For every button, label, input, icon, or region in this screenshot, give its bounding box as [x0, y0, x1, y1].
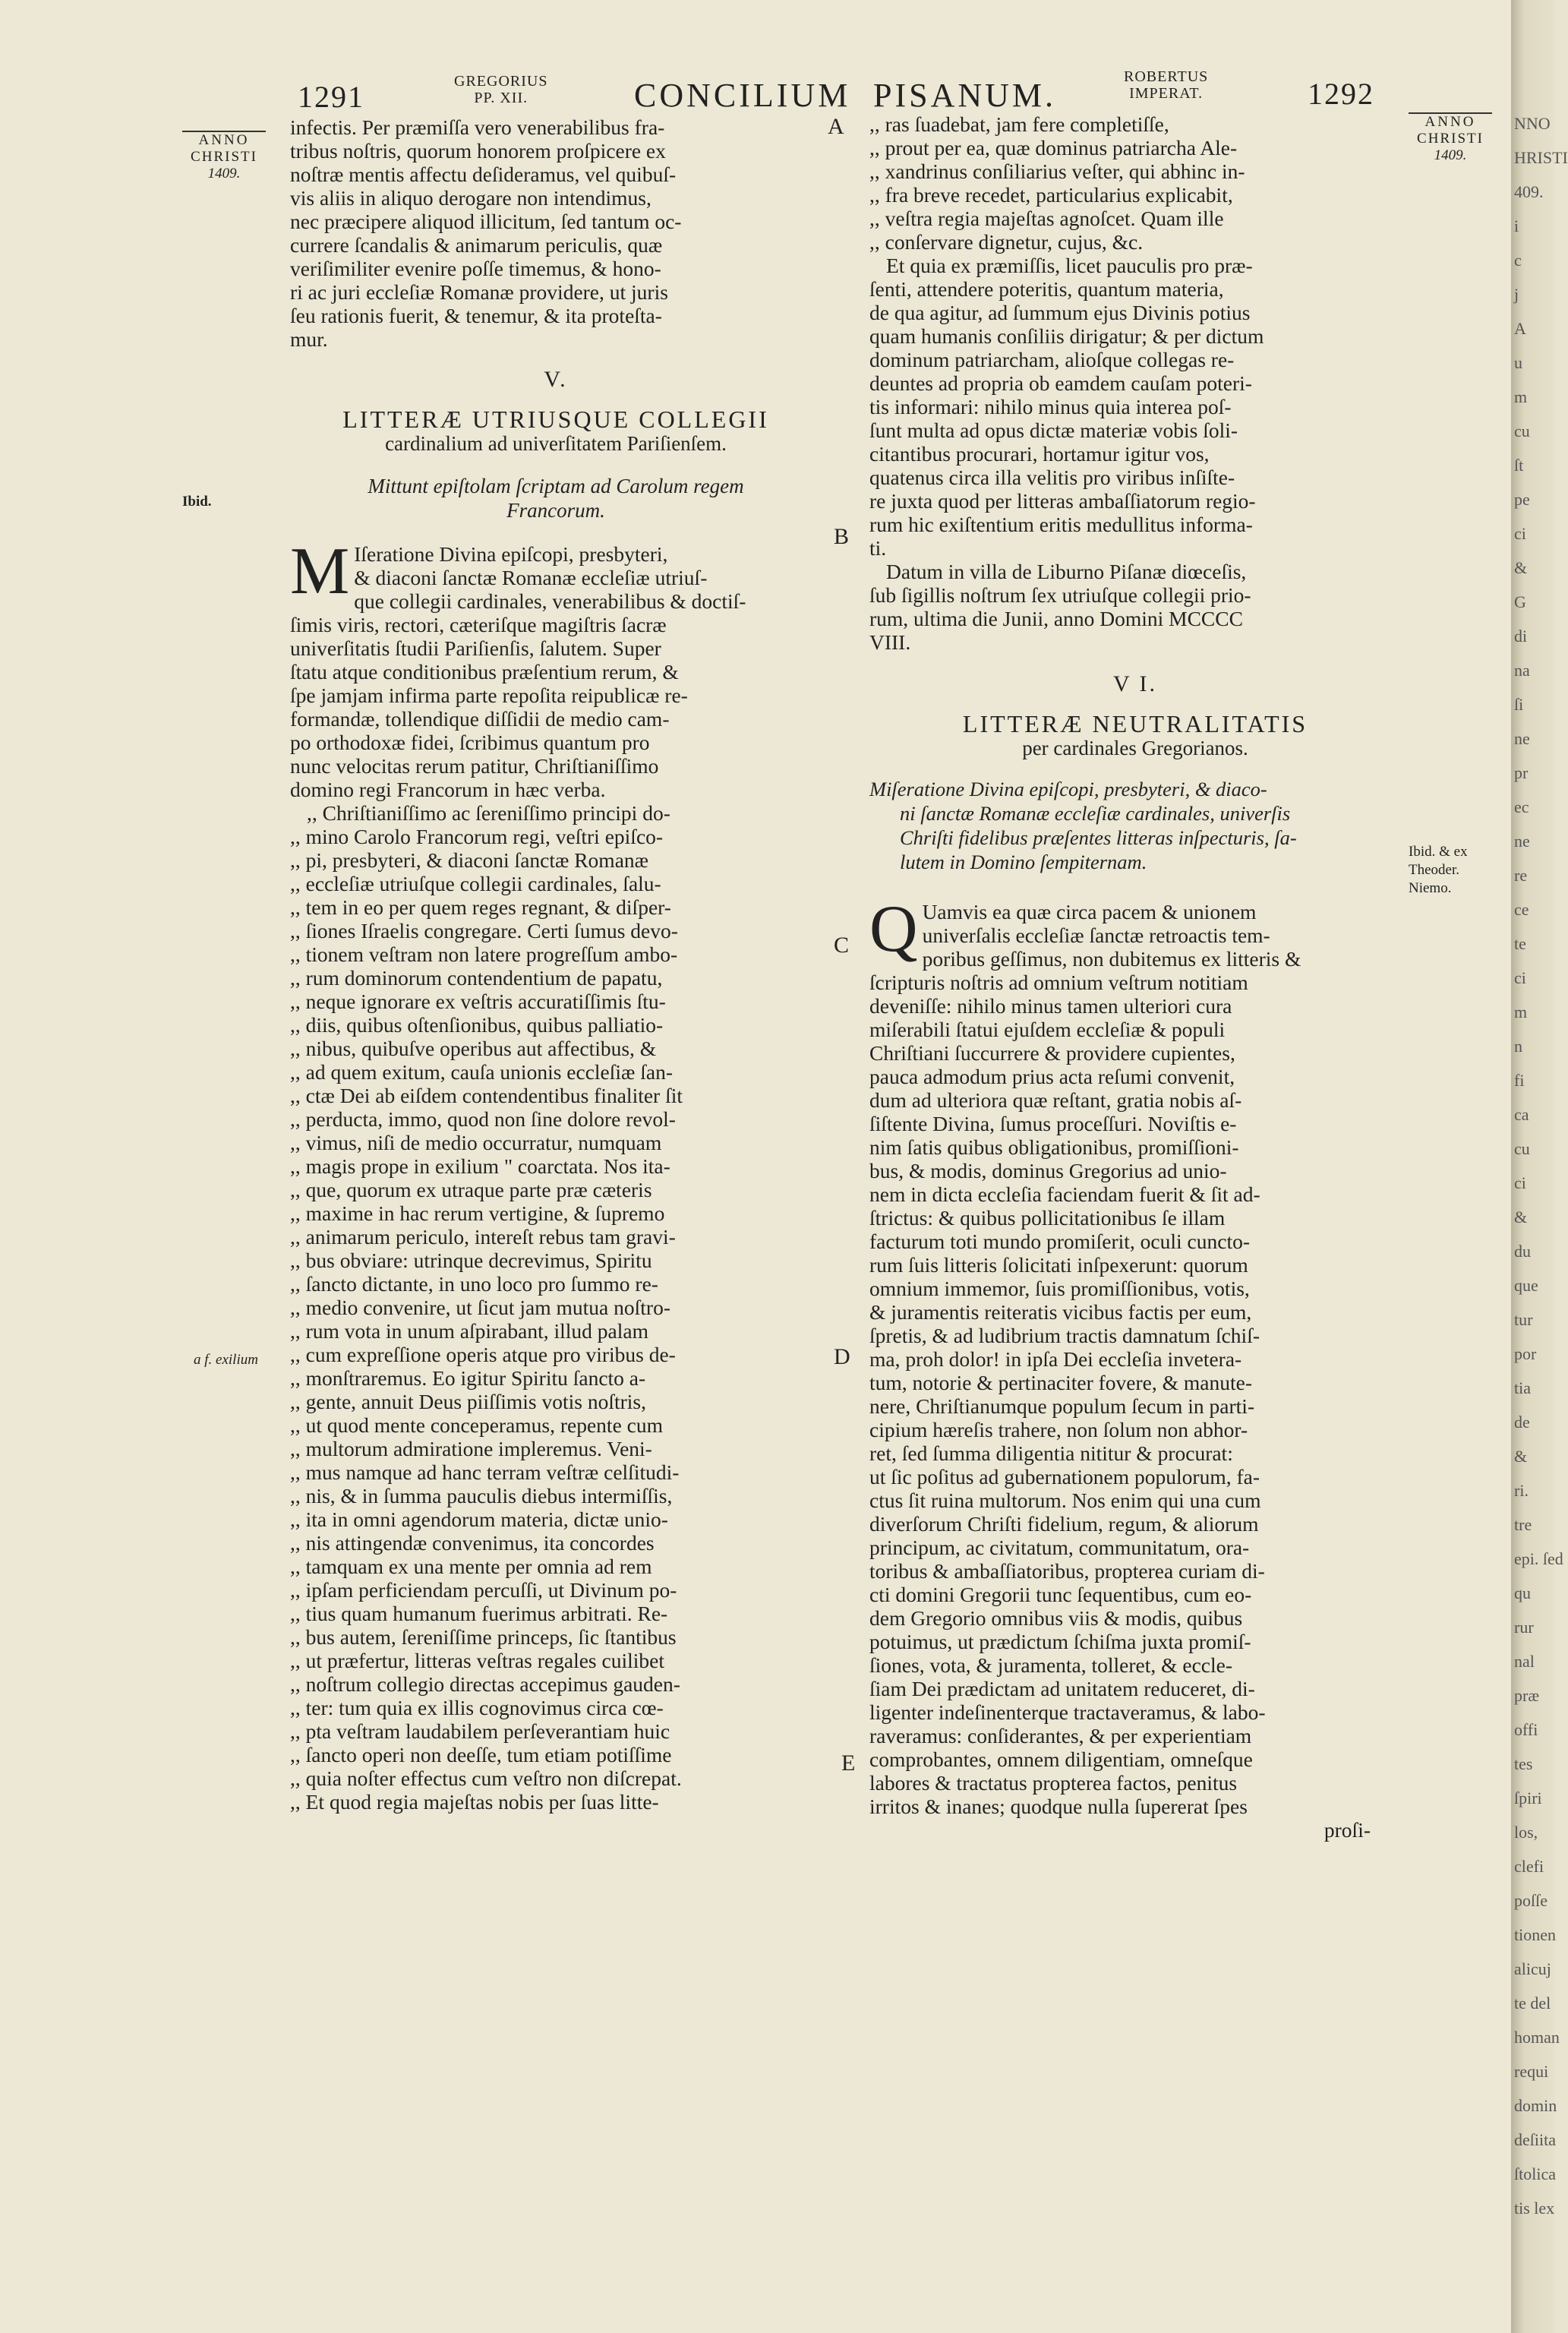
text-line: ,, mus namque ad hanc terram veſtræ celſitudi- [290, 1460, 680, 1484]
next-page-fragment: ne [1514, 832, 1530, 851]
text-line: irritos & inanes; quodque nulla ſupererat ſpes [869, 1795, 1248, 1818]
section-number-vi: V I. [1112, 671, 1158, 696]
ibid-right-line-1: Ibid. & ex [1409, 844, 1468, 860]
year-label: 1409. [207, 166, 241, 182]
text-line: Uamvis ea quæ circa pacem & unionem [922, 900, 1257, 923]
text-line: VIII. [869, 630, 911, 654]
next-page-fragment: & [1514, 1447, 1528, 1466]
summary-line: Francorum. [506, 499, 605, 522]
left-running-head [454, 73, 547, 106]
next-page-fragment: pr [1514, 763, 1529, 782]
christi-label: CHRISTI [191, 149, 257, 165]
text-line: ſpe jamjam infirma parte repoſita reipublicæ re- [290, 683, 688, 707]
text-line: formandæ, tollendique diſſidii de medio cam- [290, 707, 670, 731]
next-page-fragment: domin [1514, 2096, 1557, 2115]
text-line: domino regi Francorum in hæc verba. [290, 778, 606, 801]
next-page-fragment: cu [1514, 421, 1530, 440]
right-page-number: 1292 [1308, 77, 1374, 111]
text-line: comprobantes, omnem diligentiam, omneſque [869, 1747, 1253, 1771]
next-page-fragment: clefi [1514, 1857, 1544, 1876]
text-line: ,, bus obviare: utrinque decrevimus, Spiritu [290, 1249, 652, 1272]
text-line: ,, tamquam ex una mente per omnia ad rem [290, 1555, 652, 1578]
title-left: CONCILIUM [634, 77, 851, 114]
text-line: ,, tius quam humanum fuerimus arbitrati. Re- [290, 1602, 668, 1625]
text-line: ,, ut quod mente conceperamus, repente cum [290, 1413, 663, 1437]
next-page-fragment: ce [1514, 900, 1529, 919]
next-page-fragment: du [1514, 1242, 1531, 1261]
text-line: poribus geſſimus, non dubitemus ex litteris & [922, 947, 1301, 971]
next-page-fragment: A [1514, 319, 1526, 338]
text-line: ,, Chriſtianiſſimo ac ſereniſſimo principi do- [307, 801, 670, 825]
text-line: ,, conſervare dignetur, cujus, &c. [869, 230, 1144, 254]
ibid-right-note [1409, 843, 1468, 898]
next-page-fragment: cu [1514, 1139, 1530, 1158]
next-page-fragment: na [1514, 661, 1530, 680]
right-intro-paragraph [869, 112, 1401, 654]
text-line: principum, ac civitatum, communitatum, ora- [869, 1536, 1250, 1559]
next-page-fragment: los, [1514, 1823, 1538, 1842]
text-line: ,, multorum admiratione impleremus. Veni- [290, 1437, 652, 1460]
next-page-fragment: ci [1514, 968, 1526, 987]
text-line: ,, ctæ Dei ab eiſdem contendentibus finaliter ſit [290, 1084, 683, 1107]
right-body-text [869, 892, 1401, 1818]
text-line: re juxta quod per litteras ambaſſiatorum regio- [869, 489, 1256, 513]
text-line: diverſorum Chriſti fidelium, regum, & aliorum [869, 1512, 1259, 1536]
text-line: ri ac juri eccleſiæ Romanæ providere, ut juris [290, 280, 668, 304]
text-line: Datum in villa de Liburno Piſanæ diœceſis, [886, 560, 1247, 583]
next-page-fragment: i [1514, 216, 1519, 235]
italic-summary-v [290, 474, 822, 522]
section-title-v: LITTERÆ UTRIUSQUE COLLEGII [342, 406, 769, 433]
text-line: univerſitatis ſtudii Pariſienſis, ſalutem. Super [290, 636, 661, 660]
text-line: ſimis viris, rectori, cæteriſque magiſtris ſacræ [290, 613, 667, 636]
next-page-fragment: fi [1514, 1071, 1525, 1090]
next-page-fragment: & [1514, 558, 1528, 577]
text-line: citantibus procurari, hortamur igitur vos, [869, 442, 1210, 466]
text-line: ,, rum vota in unum aſpirabant, illud palam [290, 1319, 648, 1343]
text-line: ,, noſtrum collegio directas accepimus gauden- [290, 1672, 680, 1696]
next-page-fragment: præ [1514, 1686, 1539, 1705]
text-line: noſtræ mentis affectu deſideramus, vel quibuſ- [290, 163, 677, 186]
text-line: rum hic exiſtentium eritis medullitus informa- [869, 513, 1253, 536]
text-line: nere, Chriſtianumque populum ſecum in parti- [869, 1394, 1255, 1418]
next-page-fragment: n [1514, 1037, 1522, 1056]
text-line: tis informari: nihilo minus quia interea poſ- [869, 395, 1232, 418]
right-running-line-2: IMPERAT. [1129, 85, 1204, 102]
text-line: & juramentis reiteratis vicibus factis per eum, [869, 1300, 1252, 1324]
next-page-fragment: c [1514, 251, 1522, 270]
text-line: ,, magis prope in exilium " coarctata. Nos ita- [290, 1154, 670, 1178]
text-line: ,, monſtraremus. Eo igitur Spiritu ſancto a- [290, 1366, 646, 1390]
anno-label: ANNO [1409, 112, 1492, 131]
italic-summary-vi [869, 777, 1401, 874]
section-letter-b: B [834, 524, 850, 549]
text-line: ,, ter: tum quia ex illis cognovimus circa cœ- [290, 1696, 664, 1719]
text-line: labores & tractatus propterea factos, penitus [869, 1771, 1238, 1795]
text-line: potuimus, ut prædictum ſchiſma juxta promiſ- [869, 1630, 1251, 1653]
text-line: ſeu rationis fuerit, & tenemur, & ita proteſta- [290, 304, 662, 327]
next-page-fragment: tia [1514, 1378, 1531, 1397]
text-line: ,, medio convenire, ut ſicut jam mutua noſtro- [290, 1296, 670, 1319]
text-line: cti domini Gregorii tunc ſequentibus, cum eo- [869, 1583, 1252, 1606]
anno-label: ANNO [182, 131, 266, 149]
text-line: quam humanis conſiliis dirigatur; & per dictum [869, 324, 1264, 348]
text-line: ſpretis, & ad ludibrium tractis damnatum ſchiſ- [869, 1324, 1260, 1347]
text-line: ſiam Dei prædictam ad unitatem reduceret, di- [869, 1677, 1255, 1700]
letter-body-vi [869, 892, 1401, 1818]
text-line: ut ſic poſitus ad gubernationem populorum, fa- [869, 1465, 1260, 1489]
next-page-edge [1511, 0, 1568, 2333]
dropcap-m: M [290, 535, 350, 608]
variant-reading-note: a f. exilium [194, 1352, 258, 1368]
next-page-fragment: m [1514, 387, 1528, 406]
ibid-left-note: Ibid. [182, 494, 212, 510]
text-line: ma, proh dolor! in ipſa Dei eccleſia invetera- [869, 1347, 1242, 1371]
next-page-fragment: ſt [1514, 456, 1524, 475]
summary-line: lutem in Domino ſempiternam. [900, 851, 1147, 873]
next-page-fragment: ri. [1514, 1481, 1529, 1500]
section-number-v: V. [544, 367, 568, 392]
text-line: mur. [290, 327, 328, 351]
text-line: ſub ſigillis noſtrum ſex utriuſque collegii prio- [869, 583, 1251, 607]
summary-line: Miſeratione Divina epiſcopi, presbyteri, & diaco- [869, 778, 1267, 800]
next-page-fragment: tionen [1514, 1925, 1556, 1944]
next-page-fragment: qu [1514, 1583, 1531, 1602]
text-line: deveniſſe: nihilo minus tamen ulteriori cura [869, 994, 1232, 1018]
text-line: ctus ſit ruina multorum. Nos enim qui una cum [869, 1489, 1261, 1512]
section-subtitle-vi: per cardinales Gregorianos. [1022, 737, 1248, 759]
text-line: toribus & ambaſſiatoribus, propterea curiam di- [869, 1559, 1265, 1583]
next-page-fragment: G [1514, 592, 1526, 611]
right-running-line-1: ROBERTUS [1124, 68, 1209, 85]
text-line: ,, fra breve recedet, particularius explicabit, [869, 183, 1233, 207]
next-page-fragment: nal [1514, 1652, 1535, 1671]
next-page-fragment: requi [1514, 2062, 1549, 2081]
text-line: omnium immemor, ſuis promiſſionibus, votis, [869, 1277, 1250, 1300]
text-line: nem in dicta eccleſia faciendam fuerit & ſit ad- [869, 1182, 1260, 1206]
next-page-fragment: tes [1514, 1754, 1533, 1773]
text-line: ,, bus autem, ſereniſſime princeps, ſic ſtantibus [290, 1625, 677, 1649]
next-page-fragment: que [1514, 1276, 1538, 1295]
text-line: rum ſuis litteris ſolicitati inſpexerunt: quorum [869, 1253, 1248, 1277]
next-page-fragment: ec [1514, 797, 1529, 816]
text-line: ſcripturis noſtris ad omnium veſtrum notitiam [869, 971, 1248, 994]
text-line: ,, ita in omni agendorum materia, dictæ unio- [290, 1507, 668, 1531]
text-line: ,, nibus, quibuſve operibus aut affectibus, & [290, 1037, 657, 1060]
next-page-fragment: ſpiri [1514, 1788, 1542, 1807]
next-page-fragment: tis lex [1514, 2199, 1555, 2218]
next-page-fragment: tur [1514, 1310, 1533, 1329]
section-letter-d: D [834, 1344, 850, 1369]
text-line: ,, tem in eo per quem reges regnant, & diſper- [290, 895, 671, 919]
text-line: ,, ad quem exitum, cauſa unionis eccleſiæ ſan- [290, 1060, 674, 1084]
letter-body-v [290, 535, 822, 1814]
text-line: currere ſcandalis & animarum periculis, quæ [290, 233, 663, 257]
right-text-column [869, 112, 1401, 1842]
text-line: rum, ultima die Junii, anno Domini MCCCC [869, 607, 1243, 630]
text-line: ſenti, attendere poteritis, quantum materia, [869, 277, 1224, 301]
text-line: ,, prout per ea, quæ dominus patriarcha Ale- [869, 136, 1238, 159]
right-running-head [1124, 68, 1208, 102]
text-line: ſiones, vota, & juramenta, tolleret, & eccle- [869, 1653, 1233, 1677]
text-line: ,, xandrinus conſiliarius veſter, qui abhinc in- [869, 159, 1245, 183]
text-line: ,, que, quorum ex utraque parte præ cæteris [290, 1178, 652, 1201]
next-page-fragment: offi [1514, 1720, 1538, 1739]
text-line: que collegii cardinales, venerabilibus & doctiſ- [354, 589, 746, 613]
next-page-fragment: m [1514, 1002, 1528, 1021]
text-line: ,, tionem veſtram non latere progreſſum ambo- [290, 942, 678, 966]
text-line: ,, animarum periculo, intereſt rebus tam gravi- [290, 1225, 676, 1249]
next-page-fragment: HRISTI [1514, 148, 1568, 167]
next-page-fragment: rur [1514, 1618, 1534, 1637]
next-page-fragment: alicuj [1514, 1959, 1551, 1978]
next-page-fragment: te del [1514, 1994, 1551, 2013]
next-page-fragment: te [1514, 934, 1526, 953]
text-line: ,, ſancto dictante, in uno loco pro ſummo re- [290, 1272, 658, 1296]
left-intro-paragraph [290, 115, 822, 351]
text-line: ,, vimus, niſi de medio occurratur, numquam [290, 1131, 662, 1154]
next-page-fragment: homan [1514, 2028, 1560, 2047]
text-line: ,, nis, & in ſumma pauculis diebus intermiſſis, [290, 1484, 673, 1507]
next-page-fragment: ci [1514, 524, 1526, 543]
text-line: tum, notorie & pertinaciter fovere, & manute- [869, 1371, 1252, 1394]
text-line: Chriſtiani ſuccurrere & providere cupientes, [869, 1041, 1235, 1065]
text-line: ,, ipſam perficiendam percuſſi, ut Divinum po- [290, 1578, 677, 1602]
text-line: po orthodoxæ fidei, ſcribimus quantum pro [290, 731, 650, 754]
text-line: ,, cum expreſſione operis atque pro viribus de- [290, 1343, 676, 1366]
year-label: 1409. [1434, 147, 1467, 163]
left-running-line-2: PP. XII. [474, 90, 528, 106]
text-line: quatenus circa illa velitis pro viribus inſiſte- [869, 466, 1235, 489]
left-running-line-1: GREGORIUS [454, 73, 548, 90]
summary-line: ni ſanctæ Romanæ eccleſiæ cardinales, univerſis [900, 802, 1291, 825]
text-line: ,, diis, quibus oſtenſionibus, quibus palliatio- [290, 1013, 664, 1037]
text-line: ,, quia noſter effectus cum veſtro non diſcrepat. [290, 1766, 682, 1790]
text-line: tribus noſtris, quorum honorem proſpicere ex [290, 139, 666, 163]
text-line: ſtatu atque conditionibus præſentium rerum, & [290, 660, 679, 683]
summary-line: Chriſti fidelibus præſentes litteras inſpecturis, ſa- [900, 826, 1297, 849]
next-page-fragment: tre [1514, 1515, 1532, 1534]
text-line: ,, pi, presbyteri, & diaconi ſanctæ Romanæ [290, 848, 648, 872]
text-line: ,, eccleſiæ utriuſque collegii cardinales, ſalu- [290, 872, 661, 895]
text-line: miſerabili ſtatui ejuſdem eccleſiæ & populi [869, 1018, 1226, 1041]
text-line: Et quia ex præmiſſis, licet pauculis pro præ- [886, 254, 1253, 277]
summary-line: Mittunt epiſtolam ſcriptam ad Carolum regem [368, 475, 744, 497]
text-line: ret, ſed ſumma diligentia nititur & procurat: [869, 1441, 1233, 1465]
text-line: ,, mino Carolo Francorum regi, veſtri epiſco- [290, 825, 664, 848]
section-subtitle-v: cardinalium ad univerſitatem Pariſienſem. [385, 432, 727, 455]
text-line: ,, perducta, immo, quod non ſine dolore revol- [290, 1107, 676, 1131]
next-page-fragment: por [1514, 1344, 1537, 1363]
catchword: proſi- [1323, 1818, 1371, 1842]
text-line: ,, ſancto operi non deeſſe, tum etiam potiſſime [290, 1743, 672, 1766]
text-line: ligenter indeſinenterque tractaveramus, & labo- [869, 1700, 1266, 1724]
text-line: ,, ras ſuadebat, jam fere completiſſe, [869, 112, 1169, 136]
text-line: de qua agitur, ad ſummum ejus Divinis potius [869, 301, 1251, 324]
text-line: ,, veſtra regia majeſtas agnoſcet. Quam ille [869, 207, 1224, 230]
text-line: veriſimiliter evenire poſſe timemus, & hono- [290, 257, 661, 280]
text-line: ,, ſiones Iſraelis congregare. Certi ſumus devo- [290, 919, 678, 942]
next-page-fragment: ſi [1514, 695, 1524, 714]
text-line: cipium hæreſis trahere, non ſolum non abhor- [869, 1418, 1248, 1441]
left-page-number: 1291 [298, 80, 364, 114]
next-page-fragment: epi. ſed [1514, 1549, 1563, 1568]
text-line: & diaconi ſanctæ Romanæ eccleſiæ utriuſ- [354, 566, 708, 589]
text-line: dem Gregorio omnibus viis & modis, quibus [869, 1606, 1243, 1630]
anno-christi-right [1409, 112, 1492, 164]
text-line: ,, Et quod regia majeſtas nobis per ſuas litte- [290, 1790, 659, 1814]
text-line: vis aliis in aliquo derogare non intendimus, [290, 186, 651, 210]
title-right: PISANUM. [873, 77, 1057, 114]
section-letter-a: A [828, 114, 844, 139]
next-page-fragment: & [1514, 1208, 1528, 1226]
ibid-right-line-2: Theoder. [1409, 862, 1460, 878]
text-line: univerſalis eccleſiæ ſanctæ retroactis tem- [922, 923, 1270, 947]
left-body-text [290, 535, 822, 1814]
next-page-fragment: ca [1514, 1105, 1529, 1124]
text-line: nec præcipere aliquod illicitum, ſed tantum oc- [290, 210, 682, 233]
next-page-fragment: de [1514, 1413, 1530, 1432]
text-line: Iſeratione Divina epiſcopi, presbyteri, [354, 542, 668, 566]
text-line: ,, nis attingendæ convenimus, ita concordes [290, 1531, 655, 1555]
next-page-fragment: di [1514, 627, 1528, 646]
left-text-column [290, 115, 822, 1814]
next-page-fragment: NNO [1514, 114, 1551, 133]
next-page-fragment: poſſe [1514, 1891, 1547, 1910]
text-line: ſtrictus: & quibus pollicitationibus ſe illam [869, 1206, 1226, 1230]
text-line: dum ad ulteriora quæ reſtant, gratia nobis aſ- [869, 1088, 1242, 1112]
text-line: dominum patriarcham, alioſque collegas re- [869, 348, 1235, 371]
next-page-fragment: re [1514, 866, 1528, 885]
section-title-vi: LITTERÆ NEUTRALITATIS [962, 710, 1308, 737]
next-page-fragment: ne [1514, 729, 1530, 748]
text-line: ,, gente, annuit Deus piiſſimis votis noſtris, [290, 1390, 647, 1413]
text-line: deuntes ad propria ob eamdem cauſam poteri- [869, 371, 1252, 395]
text-line: infectis. Per præmiſſa vero venerabilibus fra- [290, 115, 665, 139]
next-page-fragment: u [1514, 353, 1522, 372]
text-line: ſiſtente Divina, ſumus proceſſuri. Noviſtis e- [869, 1112, 1237, 1135]
text-line: bus, & modis, dominus Gregorius ad unio- [869, 1159, 1227, 1182]
text-line: ,, maxime in hac rerum vertigine, & ſupremo [290, 1201, 665, 1225]
text-line: raveramus: conſiderantes, & per experientiam [869, 1724, 1252, 1747]
next-page-fragment: deſiita [1514, 2130, 1556, 2149]
next-page-fragment: pe [1514, 490, 1530, 509]
dropcap-q: Q [869, 892, 918, 966]
text-line: ,, pta veſtram laudabilem perſeverantiam huic [290, 1719, 670, 1743]
next-page-fragment: ci [1514, 1173, 1526, 1192]
text-line: nunc velocitas rerum patitur, Chriſtianiſſimo [290, 754, 659, 778]
text-line: ſunt multa ad opus dictæ materiæ vobis ſoli- [869, 418, 1238, 442]
text-line: facturum toti mundo promiſerit, oculi cuncto- [869, 1230, 1250, 1253]
anno-christi-left [182, 131, 266, 182]
next-page-fragment: ſtolica [1514, 2164, 1556, 2183]
next-page-fragment: j [1514, 285, 1519, 304]
text-line: ,, rum dominorum contendentium de papatu, [290, 966, 663, 990]
text-line: nim ſatis quibus obligationibus, promiſſioni- [869, 1135, 1239, 1159]
text-line: ,, neque ignorare ex veſtris accuratiſſimis ſtu- [290, 990, 666, 1013]
section-letter-e: E [841, 1751, 856, 1776]
text-line: ti. [869, 536, 887, 560]
ibid-right-line-3: Niemo. [1409, 880, 1452, 896]
next-page-fragment: 409. [1514, 182, 1544, 201]
christi-label: CHRISTI [1417, 131, 1484, 147]
text-line: pauca admodum prius acta reſumi convenit, [869, 1065, 1235, 1088]
section-letter-c: C [834, 933, 850, 958]
text-line: ,, ut præfertur, litteras veſtras regales cuilibet [290, 1649, 664, 1672]
